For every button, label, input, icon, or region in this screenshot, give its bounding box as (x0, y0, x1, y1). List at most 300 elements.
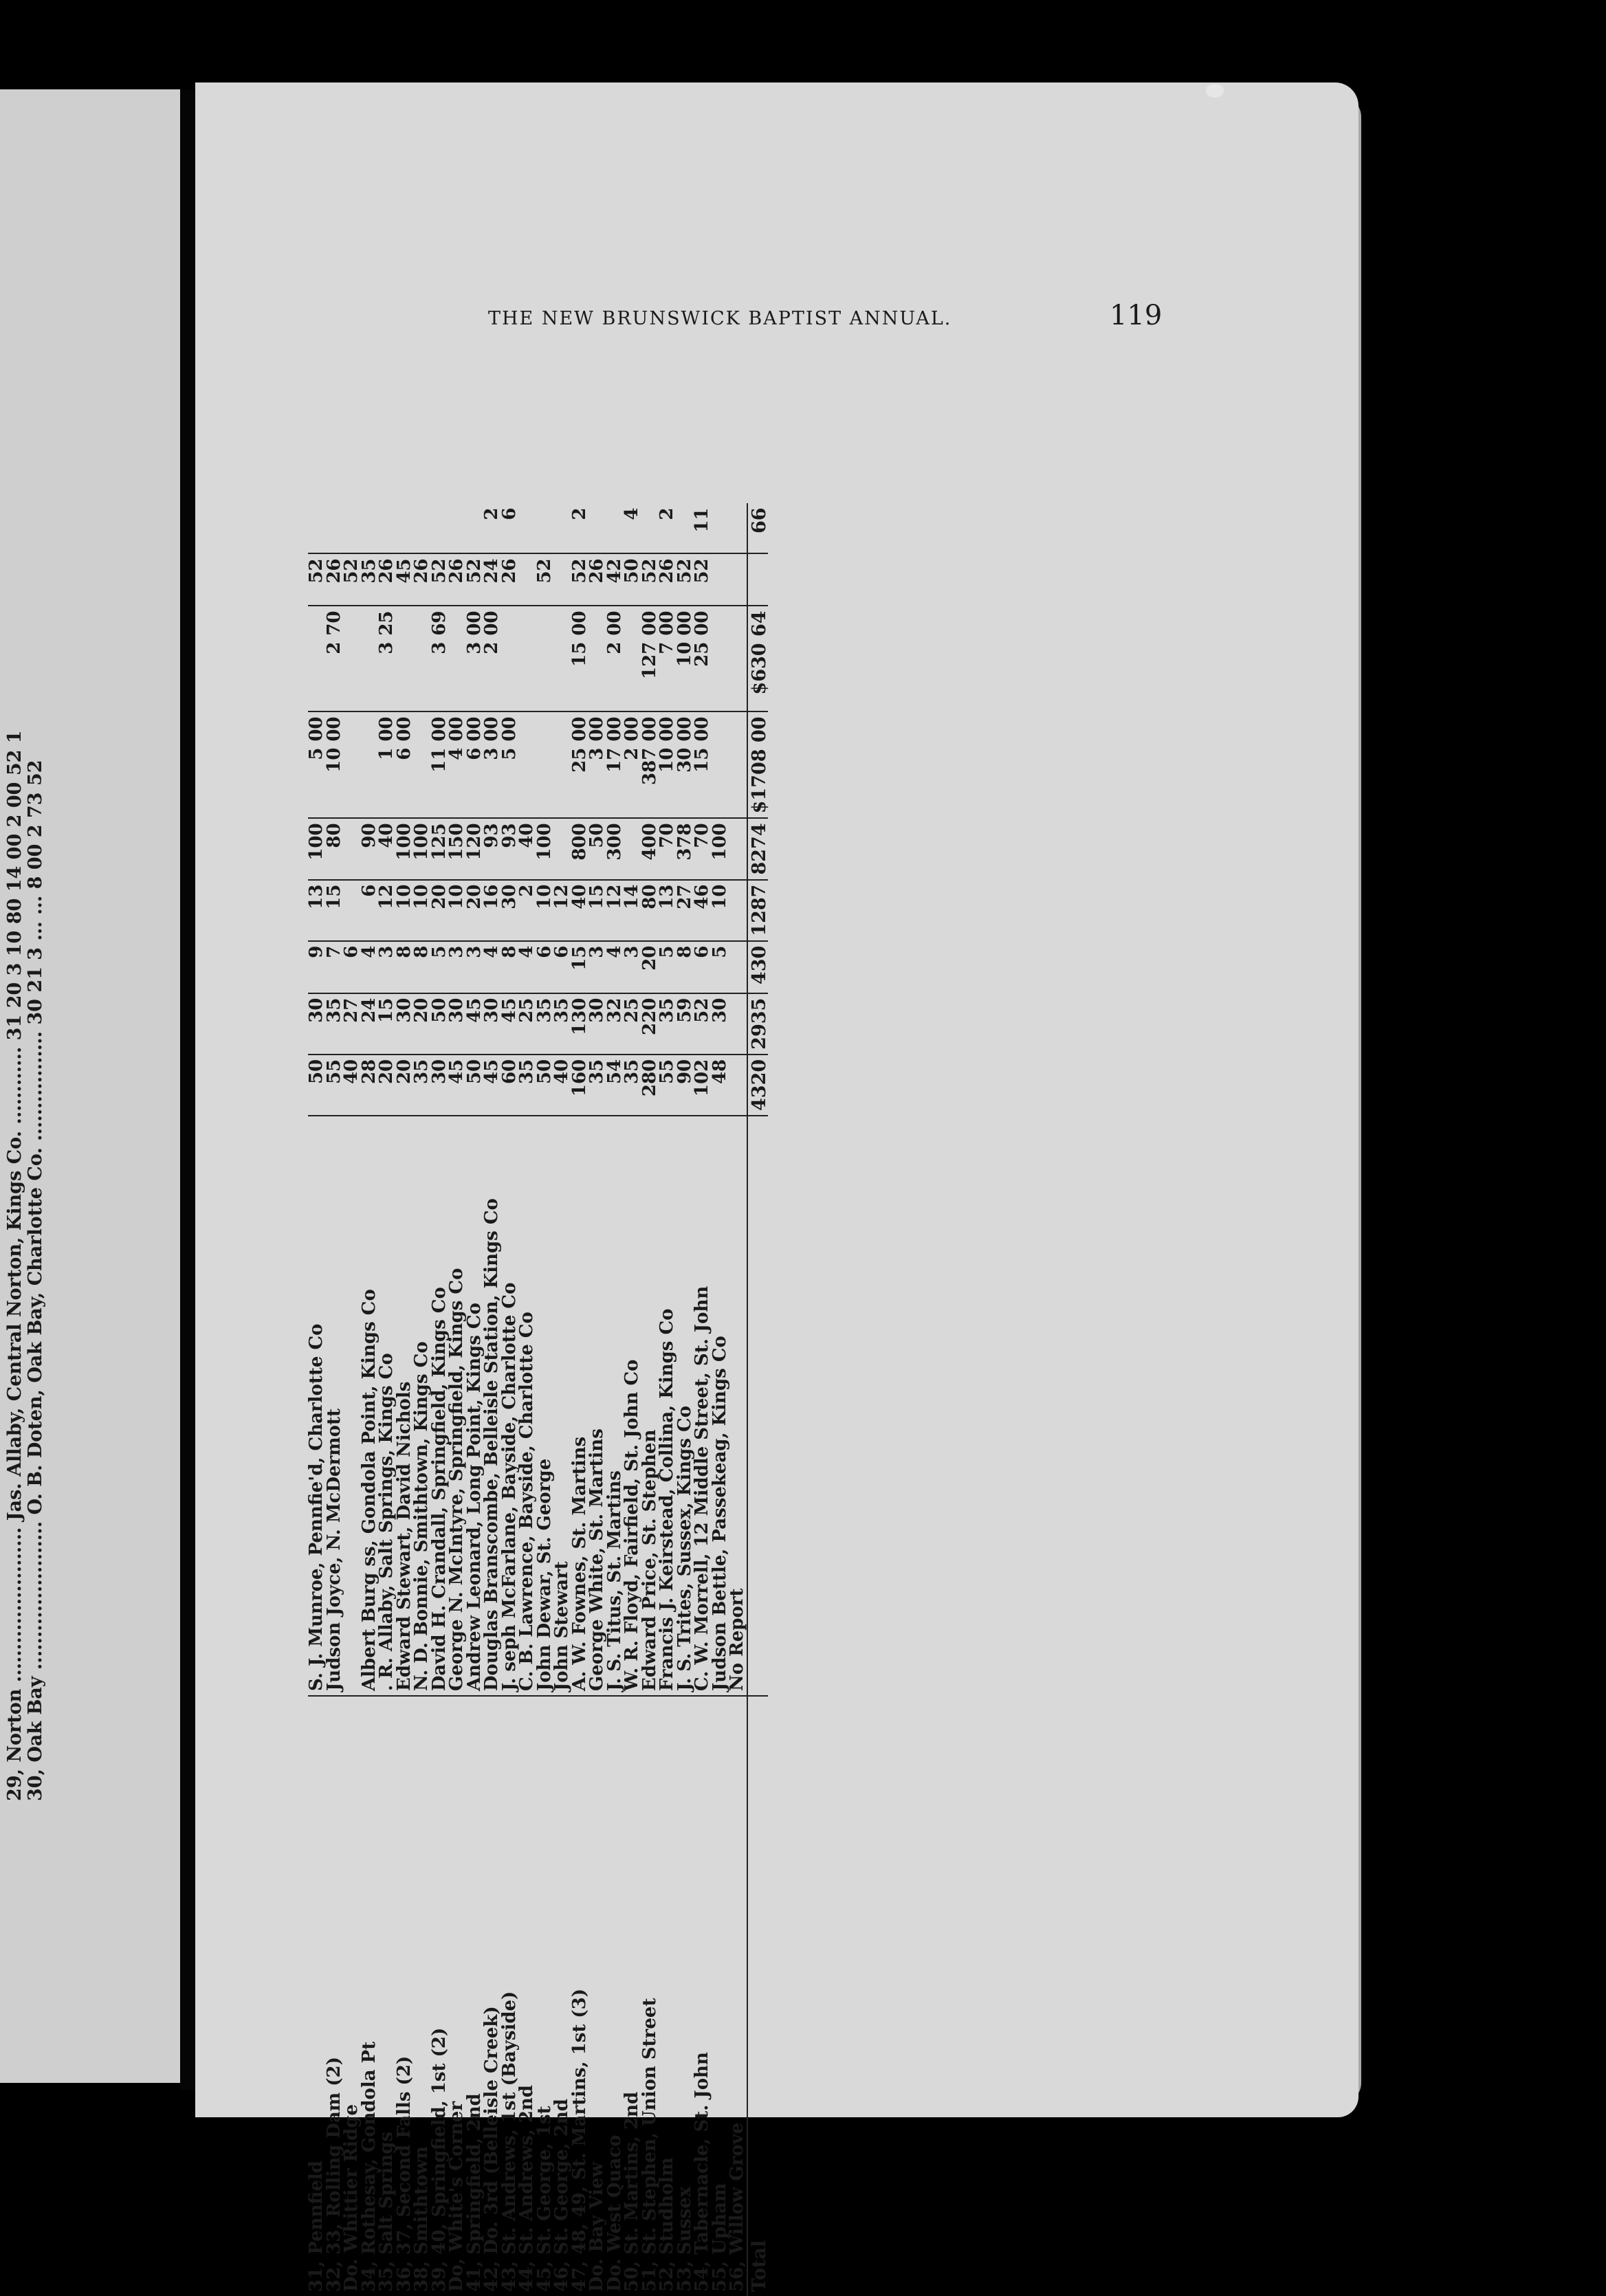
table-cell: 10 (413, 880, 431, 941)
table-cell: Francis J. Keirstead, Collina, Kings Co (659, 1116, 676, 1696)
table-cell: 15 00 (571, 606, 589, 711)
table-cell: 2 00 (606, 606, 624, 711)
table-cell: 39, 40, Springfield, 1st (2) (431, 1696, 449, 2296)
table-cell: 35 (588, 1055, 606, 1116)
table-row (518, 503, 536, 2296)
table-cell: 70 (659, 818, 676, 879)
table-cell (747, 1116, 769, 1696)
table-cell: 3 00 (483, 711, 501, 818)
table-cell: 12 (378, 880, 396, 941)
table-cell: 17 00 (606, 711, 624, 818)
table-cell: 31, Pennfield (308, 1696, 326, 2296)
table-cell: 8 (676, 941, 694, 993)
table-cell (308, 606, 326, 711)
table-cell (518, 553, 536, 606)
table-cell: $1708 00 (747, 711, 769, 818)
table-cell: 7 00 (659, 606, 676, 711)
table-cell: 20 (641, 941, 659, 993)
table-cell: 3 (466, 941, 484, 993)
table-cell: 38, Smithtown (413, 1696, 431, 2296)
table-cell (553, 553, 571, 606)
table-cell: 51, St. Stephen, Union Street (641, 1696, 659, 2296)
table-cell: 26 (413, 553, 431, 606)
table-cell: 3 (588, 941, 606, 993)
table-cell: 6 00 (396, 711, 414, 818)
table-row (343, 503, 361, 2296)
table-cell (712, 606, 729, 711)
table-cell: 32 (606, 993, 624, 1055)
table-cell: 50 (536, 1055, 554, 1116)
table-cell: 8274 (747, 818, 769, 879)
table-cell: 70 (694, 818, 712, 879)
table-cell: 52 (676, 553, 694, 606)
table-cell: Total (747, 1696, 769, 2296)
table-cell: 90 (676, 1055, 694, 1116)
table-cell: 80 (641, 880, 659, 941)
table-cell: 10 (536, 880, 554, 941)
table-cell: 100 (308, 818, 326, 879)
table-cell (361, 503, 379, 553)
table-cell: 30 (448, 993, 466, 1055)
table-cell: Albert Burg ss, Gondola Point, Kings Co (361, 1116, 379, 1696)
table-row (694, 503, 712, 2296)
table-cell (343, 1116, 361, 1696)
table-row (659, 503, 676, 2296)
table-cell: 10 (396, 880, 414, 941)
table-cell: 20 (431, 880, 449, 941)
table-cell: 80 (326, 818, 344, 879)
table-cell: Do. Whittier Ridge (343, 1696, 361, 2296)
table-cell: 10 (712, 880, 729, 941)
table-cell: 2 (518, 880, 536, 941)
table-cell: 54 (606, 1055, 624, 1116)
table-cell: 6 (553, 941, 571, 993)
table-cell: 2 (657, 507, 677, 520)
table-cell: 8 (396, 941, 414, 993)
table-cell: 120 (466, 818, 484, 879)
table-cell: W. R. Floyd, Fairfield, St. John Co (624, 1116, 641, 1696)
table-cell: David H. Crandall, Springfield, Kings Co (431, 1116, 449, 1696)
table-cell (518, 606, 536, 711)
table-cell: 50, St. Martins, 2nd (624, 1696, 641, 2296)
table-cell (343, 818, 361, 879)
table-cell (553, 711, 571, 818)
table-cell: 52 (571, 553, 589, 606)
table-cell: 13 (308, 880, 326, 941)
table-cell: Edward Price, St. Stephen (641, 1116, 659, 1696)
table-cell (729, 818, 747, 879)
table-cell: 160 (571, 1055, 589, 1116)
table-row (588, 503, 606, 2296)
table-cell: 52 (343, 553, 361, 606)
table-cell: 16 (483, 880, 501, 941)
table-cell (729, 880, 747, 941)
table-cell: 100 (396, 818, 414, 879)
table-cell: 100 (413, 818, 431, 879)
table-cell: 1 00 (378, 711, 396, 818)
table-cell: 27 (343, 993, 361, 1055)
table-cell: 15 (378, 993, 396, 1055)
table-cell: 59 (676, 993, 694, 1055)
table-cell: 6 00 (466, 711, 484, 818)
table-cell (343, 711, 361, 818)
table-cell: 3 69 (431, 606, 449, 711)
table-cell: 54, Tabernacle, St. John (694, 1696, 712, 2296)
table-row (624, 503, 641, 2296)
rotated-statistics-table (308, 399, 1009, 2296)
table-cell: 45 (483, 1055, 501, 1116)
table-cell: 24 (483, 553, 501, 606)
table-cell: 46 (694, 880, 712, 941)
table-cell: 25 00 (694, 606, 712, 711)
table-cell: John Stewart (553, 1116, 571, 1696)
table-cell: 3 00 (588, 711, 606, 818)
table-cell: 2 (569, 507, 590, 520)
table-cell: 50 (466, 1055, 484, 1116)
table-cell (729, 993, 747, 1055)
table-cell: George N. McIntyre, Springfield, Kings Co (448, 1116, 466, 1696)
table-cell: 27 (676, 880, 694, 941)
table-cell: 15 00 (694, 711, 712, 818)
table-cell: 20 (378, 1055, 396, 1116)
table-cell: 35 (326, 993, 344, 1055)
table-cell: 3 (378, 941, 396, 993)
table-cell: 4 (483, 941, 501, 993)
table-cell (729, 606, 747, 711)
table-cell: 30 (483, 993, 501, 1055)
table-cell: 13 (659, 880, 676, 941)
table-cell: 2935 (747, 993, 769, 1055)
table-cell: 52 (694, 553, 712, 606)
table-cell: 45 (501, 993, 519, 1055)
table-cell (518, 503, 536, 553)
table-cell: Judson Bettle, Passekeag, Kings Co (712, 1116, 729, 1696)
table-cell: 300 (606, 818, 624, 879)
table-cell: S. J. Munroe, Pennfie'd, Charlotte Co (308, 1116, 326, 1696)
facing-page-line: 29, Norton ........................ Jas. Allaby, Central Norton, Kings Co. ............ 31 20 3 10 80 14 00 2 00 52 1 (4, 730, 25, 1801)
table-cell: 10 00 (326, 711, 344, 818)
table-cell: 90 (361, 818, 379, 879)
table-cell: 28 (361, 1055, 379, 1116)
table-cell (396, 606, 414, 711)
table-cell: 20 (466, 880, 484, 941)
table-cell: Judson Joyce, N. McDermott (326, 1116, 344, 1696)
table-cell: 6 (343, 941, 361, 993)
table-cell: 280 (641, 1055, 659, 1116)
table-cell (729, 941, 747, 993)
table-cell: 26 (378, 553, 396, 606)
table-cell (431, 503, 449, 553)
table-cell: 52 (641, 553, 659, 606)
table-row (448, 503, 466, 2296)
table-cell (553, 818, 571, 879)
total-row (747, 503, 769, 2296)
table-cell: 45 (396, 553, 414, 606)
table-cell (553, 503, 571, 553)
table-cell: J. seph McFarlane, Bayside, Charlotte Co (501, 1116, 519, 1696)
table-cell: 35 (659, 993, 676, 1055)
table-cell (712, 503, 729, 553)
table-cell (326, 503, 344, 553)
table-row (712, 503, 729, 2296)
table-cell: 387 00 (641, 711, 659, 818)
table-cell: . R. Allaby, Salt Springs, Kings Co (378, 1116, 396, 1696)
table-cell: No Report (729, 1116, 747, 1696)
table-cell: 32, 33, Rolling Dam (2) (326, 1696, 344, 2296)
table-cell: 35 (536, 993, 554, 1055)
table-cell: Do, White's Corner (448, 1696, 466, 2296)
table-cell: 40 (378, 818, 396, 879)
table-cell: 26 (448, 553, 466, 606)
table-row (483, 503, 501, 2296)
table-cell (378, 503, 396, 553)
table-cell: 20 (413, 993, 431, 1055)
table-cell: 53, Sussex (676, 1696, 694, 2296)
table-cell: 25 00 (571, 711, 589, 818)
running-header: THE NEW BRUNSWICK BAPTIST ANNUAL. (488, 308, 952, 329)
table-cell: 44, St. Andrews, 2nd (518, 1696, 536, 2296)
table-cell: George White, St. Martins (588, 1116, 606, 1696)
table-cell: 127 00 (641, 606, 659, 711)
table-cell: 10 00 (659, 711, 676, 818)
table-cell: 3 (624, 941, 641, 993)
table-cell: 5 (712, 941, 729, 993)
table-cell (536, 503, 554, 553)
page-number: 119 (1110, 300, 1163, 331)
table-cell: 30 (396, 993, 414, 1055)
facing-page-rows (6, 151, 47, 1801)
table-cell: 42, Do. 3rd (Belleisle Creek) (483, 1696, 501, 2296)
table-cell (396, 503, 414, 553)
table-cell: 150 (448, 818, 466, 879)
table-cell: A. W. Fownes, St. Martins (571, 1116, 589, 1696)
table-cell: 6 (536, 941, 554, 993)
table-cell: 30 (431, 1055, 449, 1116)
table-cell: C. W. Morrell, 12 Middle Street, St. John (694, 1116, 712, 1696)
facing-page-line: 30, Oak Bay ....................... O. B. Doten, Oak Bay, Charlotte Co. ................. 30 21 3 ... ... 8 00 2 73 52 (25, 760, 46, 1801)
table-cell (747, 553, 769, 606)
table-cell: 5 (659, 941, 676, 993)
table-cell: 30 (308, 993, 326, 1055)
table-cell: 30 (501, 880, 519, 941)
table-cell: 50 (431, 993, 449, 1055)
table-cell: 130 (571, 993, 589, 1055)
table-cell: 52 (466, 553, 484, 606)
table-cell: 40 (518, 818, 536, 879)
table-cell: 52 (431, 553, 449, 606)
table-cell (413, 711, 431, 818)
table-cell (343, 606, 361, 711)
table-cell: 15 (326, 880, 344, 941)
table-cell: 4 (622, 507, 642, 520)
table-cell (308, 503, 326, 553)
table-cell: 46, St. George, 2nd (553, 1696, 571, 2296)
table-cell: 400 (641, 818, 659, 879)
table-cell: J. S. Titus, St. Martins (606, 1116, 624, 1696)
table-cell: 42 (606, 553, 624, 606)
table-cell: Andrew Leonard, Long Point, Kings Co (466, 1116, 484, 1696)
table-cell: 30 (588, 993, 606, 1055)
table-cell: 2 70 (326, 606, 344, 711)
table-cell (729, 1055, 747, 1116)
table-cell (536, 711, 554, 818)
table-cell: 35, Salt Springs (378, 1696, 396, 2296)
table-cell: 36, 37, Second Falls (2) (396, 1696, 414, 2296)
table-cell: 6 (498, 507, 520, 520)
table-cell (624, 818, 641, 879)
table-cell: 93 (501, 818, 519, 879)
table-cell: C. B. Lawrence, Bayside, Charlotte Co (518, 1116, 536, 1696)
table-cell (588, 503, 606, 553)
table-cell: 55 (659, 1055, 676, 1116)
table-cell: Edward Stewart, David Nichols (396, 1116, 414, 1696)
table-cell: 6 (361, 880, 379, 941)
table-cell (501, 606, 519, 711)
table-cell (553, 606, 571, 711)
table-row (308, 503, 326, 2296)
table-cell: 4 (606, 941, 624, 993)
table-cell (588, 606, 606, 711)
table-cell (536, 606, 554, 711)
table-cell: 430 (747, 941, 769, 993)
table-cell: 4 (361, 941, 379, 993)
table-cell: 6 (694, 941, 712, 993)
church-statistics-table (308, 503, 768, 2296)
table-cell: 100 (712, 818, 729, 879)
table-cell (448, 606, 466, 711)
table-cell: 34, Rothesay, Gondola Pt (361, 1696, 379, 2296)
table-cell: 40 (343, 1055, 361, 1116)
table-cell: 50 (588, 818, 606, 879)
table-cell: 12 (553, 880, 571, 941)
table-row (413, 503, 431, 2296)
table-cell: 35 (518, 1055, 536, 1116)
table-cell: 45, St. George, 1st (536, 1696, 554, 2296)
table-cell: 52 (308, 553, 326, 606)
table-cell: 10 (448, 880, 466, 941)
table-cell: 52, Studholm (659, 1696, 676, 2296)
table-cell (712, 553, 729, 606)
table-cell: 378 (676, 818, 694, 879)
table-row (571, 503, 589, 2296)
table-cell: 35 (553, 993, 571, 1055)
table-cell: 3 00 (466, 606, 484, 711)
table-cell: 40 (553, 1055, 571, 1116)
table-cell: 66 (747, 503, 769, 553)
table-cell: John Dewar, St. George (536, 1116, 554, 1696)
table-cell: 43, St. Andrews, 1st (Bayside) (501, 1696, 519, 2296)
table-cell: 4 (518, 941, 536, 993)
table-cell: 20 (396, 1055, 414, 1116)
table-cell: 10 00 (676, 606, 694, 711)
table-cell (729, 553, 747, 606)
table-cell: 15 (588, 880, 606, 941)
table-cell: 48 (712, 1055, 729, 1116)
table-cell: 25 (624, 993, 641, 1055)
table-cell (729, 503, 747, 553)
table-cell: 52 (694, 993, 712, 1055)
table-row (536, 503, 554, 2296)
table-cell: 7 (326, 941, 344, 993)
table-row (553, 503, 571, 2296)
table-cell: 102 (694, 1055, 712, 1116)
table-cell: 24 (361, 993, 379, 1055)
table-cell: 4 00 (448, 711, 466, 818)
table-cell: 52 (536, 553, 554, 606)
table-cell: 11 00 (431, 711, 449, 818)
table-cell: 50 (624, 553, 641, 606)
table-cell: 1287 (747, 880, 769, 941)
table-cell: 50 (308, 1055, 326, 1116)
table-cell: 12 (606, 880, 624, 941)
table-cell: 56, Willow Grove (729, 1696, 747, 2296)
table-cell: 55 (326, 1055, 344, 1116)
table-cell: 5 00 (501, 711, 519, 818)
table-cell: 4320 (747, 1055, 769, 1116)
table-cell: 60 (501, 1055, 519, 1116)
table-cell: $630 64 (747, 606, 769, 711)
table-cell (712, 711, 729, 818)
table-cell: 8 (413, 941, 431, 993)
table-cell: 2 00 (483, 606, 501, 711)
table-cell: 35 (361, 553, 379, 606)
table-cell (413, 606, 431, 711)
table-cell (729, 711, 747, 818)
table-cell (448, 503, 466, 553)
table-cell: 26 (659, 553, 676, 606)
table-cell (413, 503, 431, 553)
table-cell: 125 (431, 818, 449, 879)
table-cell: 100 (536, 818, 554, 879)
table-cell (518, 711, 536, 818)
table-cell: 55, Upham (712, 1696, 729, 2296)
table-cell: 26 (501, 553, 519, 606)
table-cell: 11 (692, 507, 712, 533)
table-cell: 8 (501, 941, 519, 993)
table-cell: 26 (588, 553, 606, 606)
table-cell: 5 (431, 941, 449, 993)
table-cell: 35 (624, 1055, 641, 1116)
table-cell: J. S. Trites, Sussex, Kings Co (676, 1116, 694, 1696)
table-cell: 40 (571, 880, 589, 941)
table-cell: 2 (481, 507, 502, 520)
table-cell: 45 (466, 993, 484, 1055)
table-cell: 14 (624, 880, 641, 941)
table-row (378, 503, 396, 2296)
table-cell: 3 25 (378, 606, 396, 711)
book-gutter (180, 89, 195, 2090)
table-cell: 15 (571, 941, 589, 993)
facing-page-fragment (0, 89, 180, 2083)
table-cell: 3 (448, 941, 466, 993)
table-cell: 26 (326, 553, 344, 606)
table-cell: 30 (712, 993, 729, 1055)
table-cell: 30 00 (676, 711, 694, 818)
table-cell: Douglas Branscombe, Belleisle Station, Kings Co (483, 1116, 501, 1696)
table-cell: 47, 48, 49, St. Martins, 1st (3) (571, 1696, 589, 2296)
table-cell: 25 (518, 993, 536, 1055)
table-cell: N. D. Bonnie, Smithtown, Kings Co (413, 1116, 431, 1696)
table-cell: 45 (448, 1055, 466, 1116)
table-cell: 41, Springfield, 2nd (466, 1696, 484, 2296)
table-cell: 35 (413, 1055, 431, 1116)
table-cell: 93 (483, 818, 501, 879)
table-cell: 2 00 (624, 711, 641, 818)
table-row (326, 503, 344, 2296)
table-cell: Do. Bay View (588, 1696, 606, 2296)
table-cell: 9 (308, 941, 326, 993)
table-row (729, 503, 747, 2296)
